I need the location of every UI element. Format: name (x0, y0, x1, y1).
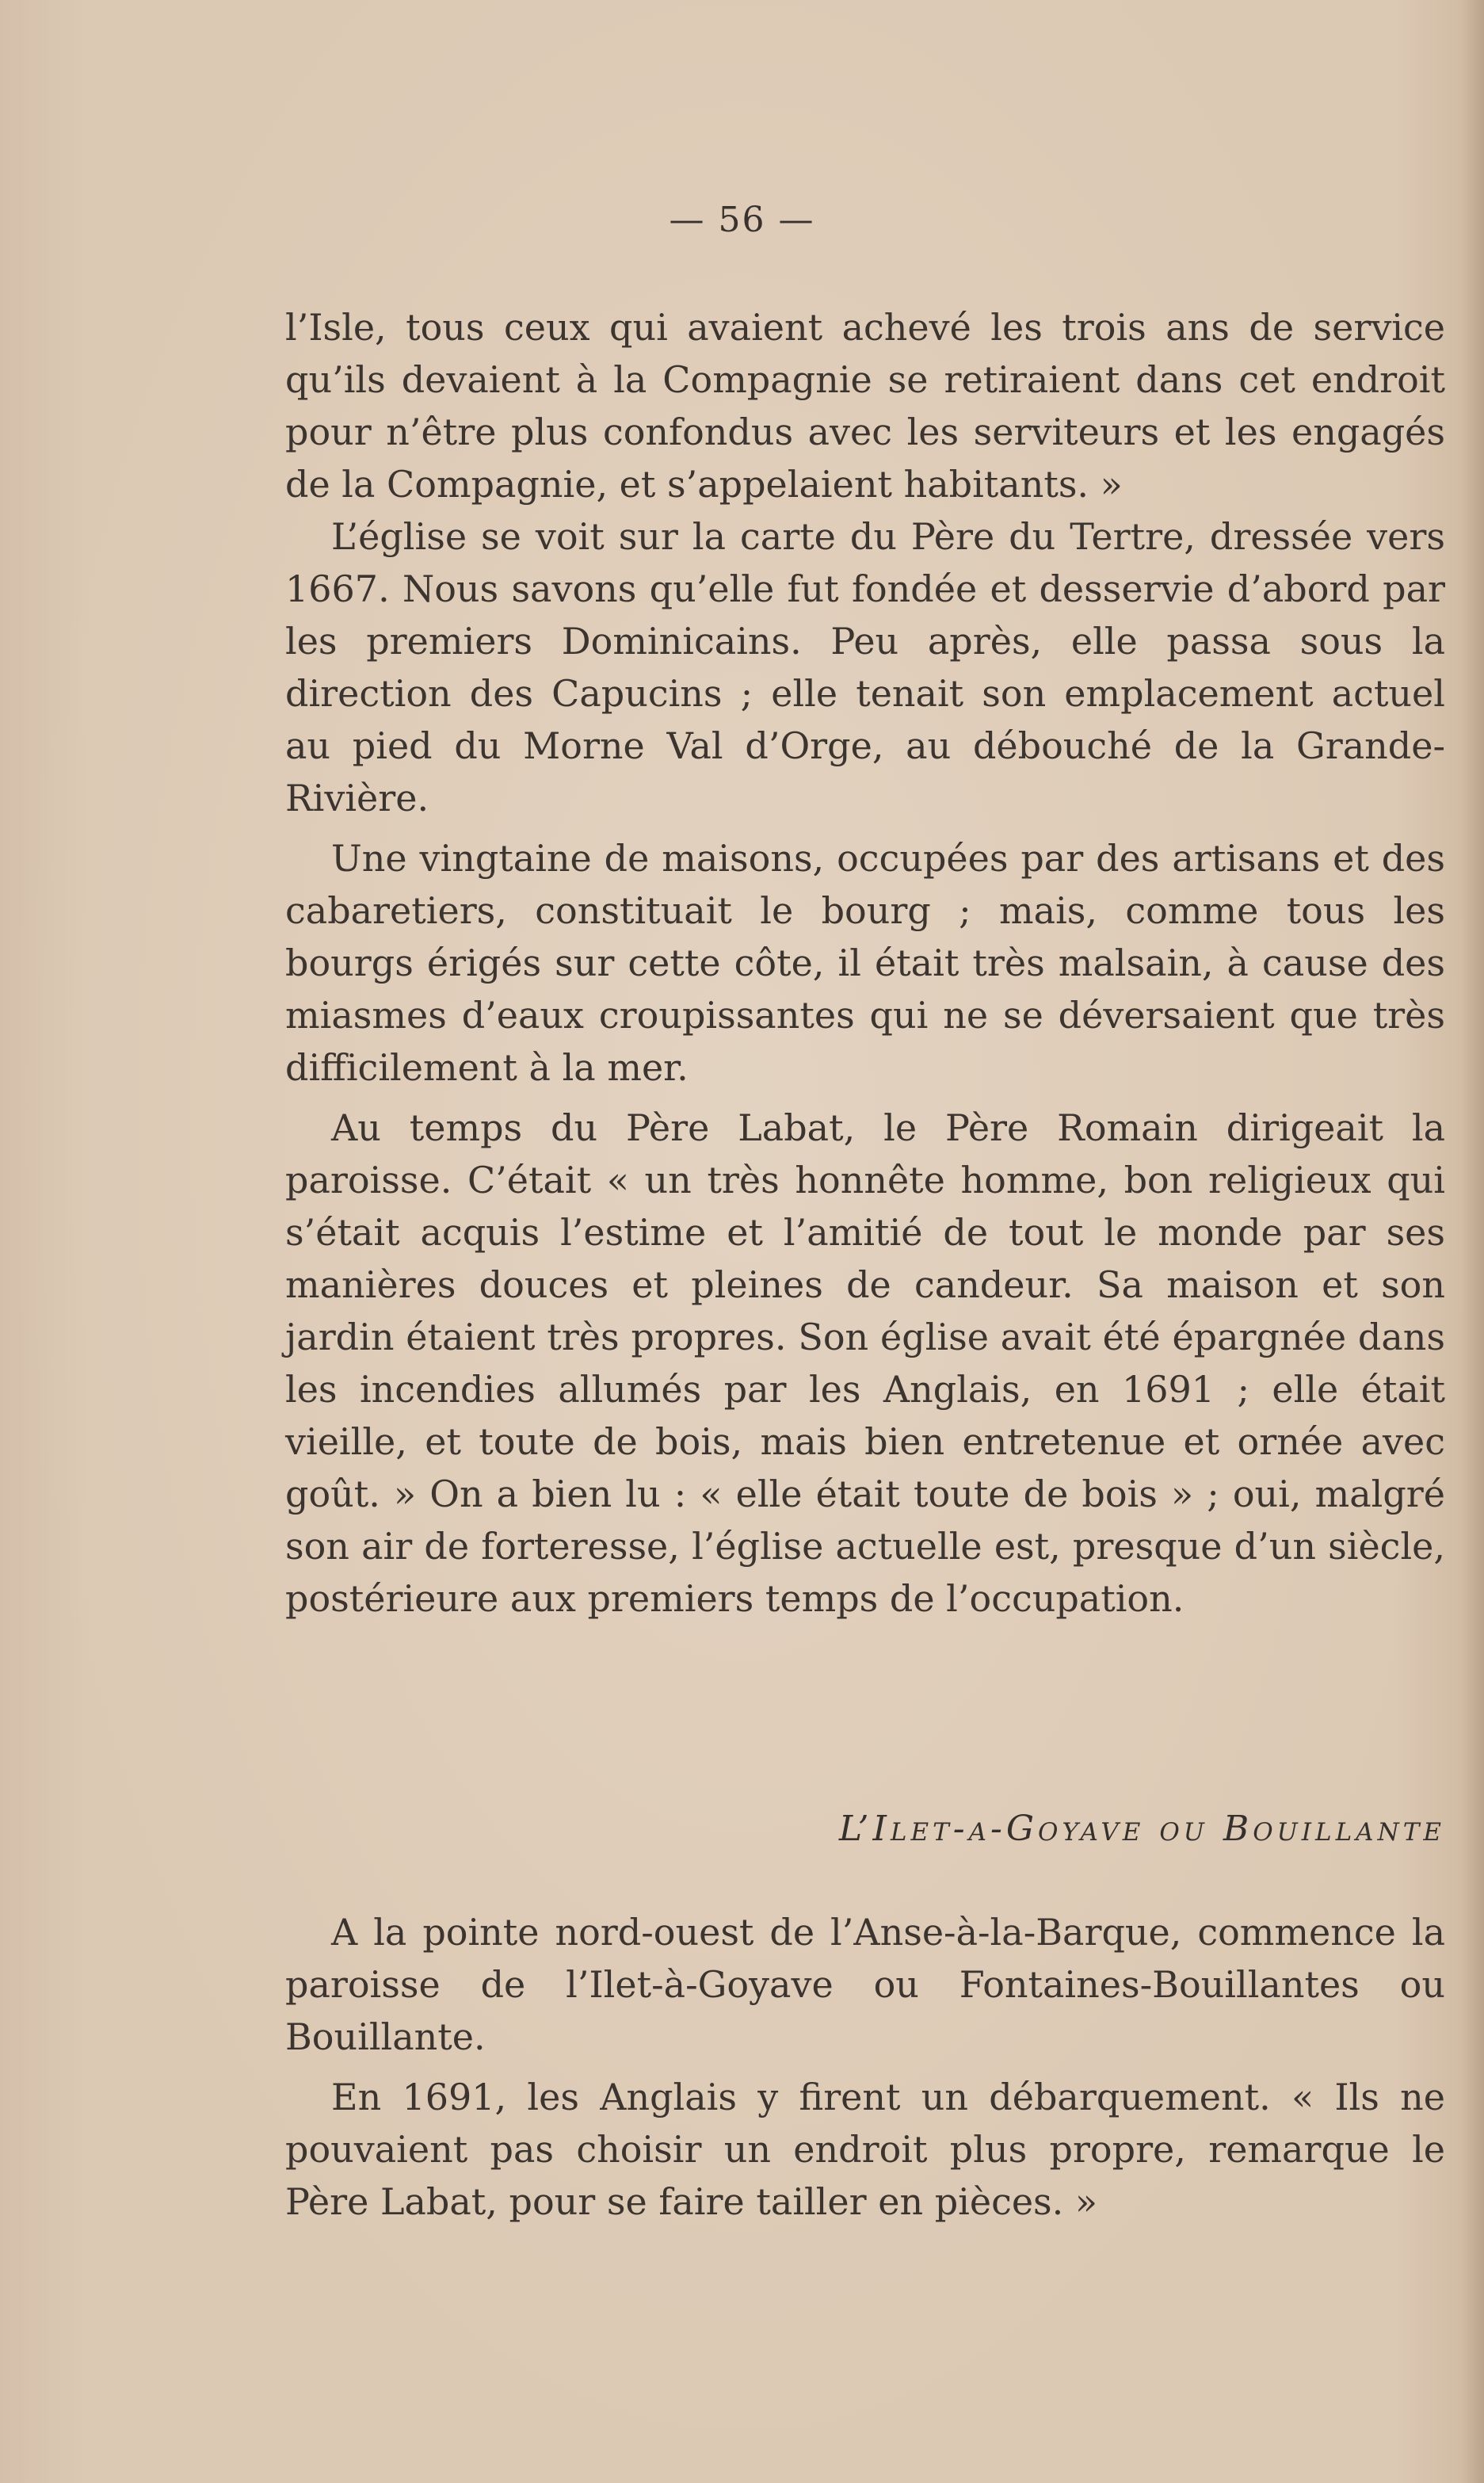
paragraph-paroisse: A la pointe nord-ouest de l’Anse-à-la-Barque, commence la paroisse de l’Ilet-à-Goyave ou Fontaines-Bouillantes ou Bouillante. (285, 1911, 1445, 2058)
section-heading: L’Ilet-a-Goyave ou Bouillante (838, 1809, 1445, 1849)
paragraph-eglise: L’église se voit sur la carte du Père du Tertre, dressée vers 1667. Nous savons qu’elle fut fondée et desservie d’abord par les premiers Dominicains. Peu après, elle passa sous la direction des Capucins ; elle tenait son emplacement actuel au pied du Morne Val d’Orge, au débouché de la Grande-Rivière. (285, 515, 1445, 819)
text-block-bouillante (285, 1906, 1445, 2228)
paragraph-continuation: l’Isle, tous ceux qui avaient achevé les trois ans de service qu’ils devaient à la Compagnie se retiraient dans cet endroit pour n’être plus confondus avec les serviteurs et les engagés de la Compagnie, et s’appelaient habitants. » (285, 306, 1445, 506)
paragraph-bourg: Une vingtaine de maisons, occupées par des artisans et des cabaretiers, constituait le bourg ; mais, comme tous les bourgs érigés sur cette côte, il était très malsain, à cause des miasmes d’eaux croupissantes qui ne se déversaient que très difficilement à la mer. (285, 837, 1445, 1089)
text-block-main (285, 301, 1445, 1625)
paragraph-debarquement: En 1691, les Anglais y firent un débarquement. « Ils ne pouvaient pas choisir un endroit plus propre, remarque le Père Labat, pour se faire tailler en pièces. » (285, 2076, 1445, 2223)
page-number: — 56 — (669, 200, 815, 240)
page-edge-shadow (1462, 0, 1484, 2483)
paragraph-pere-romain: Au temps du Père Labat, le Père Romain dirigeait la paroisse. C’était « un très honnête homme, bon religieux qui s’était acquis l’estime et l’amitié de tout le monde par ses manières douces et pleines de candeur. Sa maison et son jardin étaient très propres. Son église avait été épargnée dans les incendies allumés par les Anglais, en 1691 ; elle était vieille, et toute de bois, mais bien entretenue et ornée avec goût. » On a bien lu : « elle était toute de bois » ; oui, malgré son air de forteresse, l’église actuelle est, presque d’un siècle, postérieure aux premiers temps de l’occupation. (285, 1106, 1445, 1620)
